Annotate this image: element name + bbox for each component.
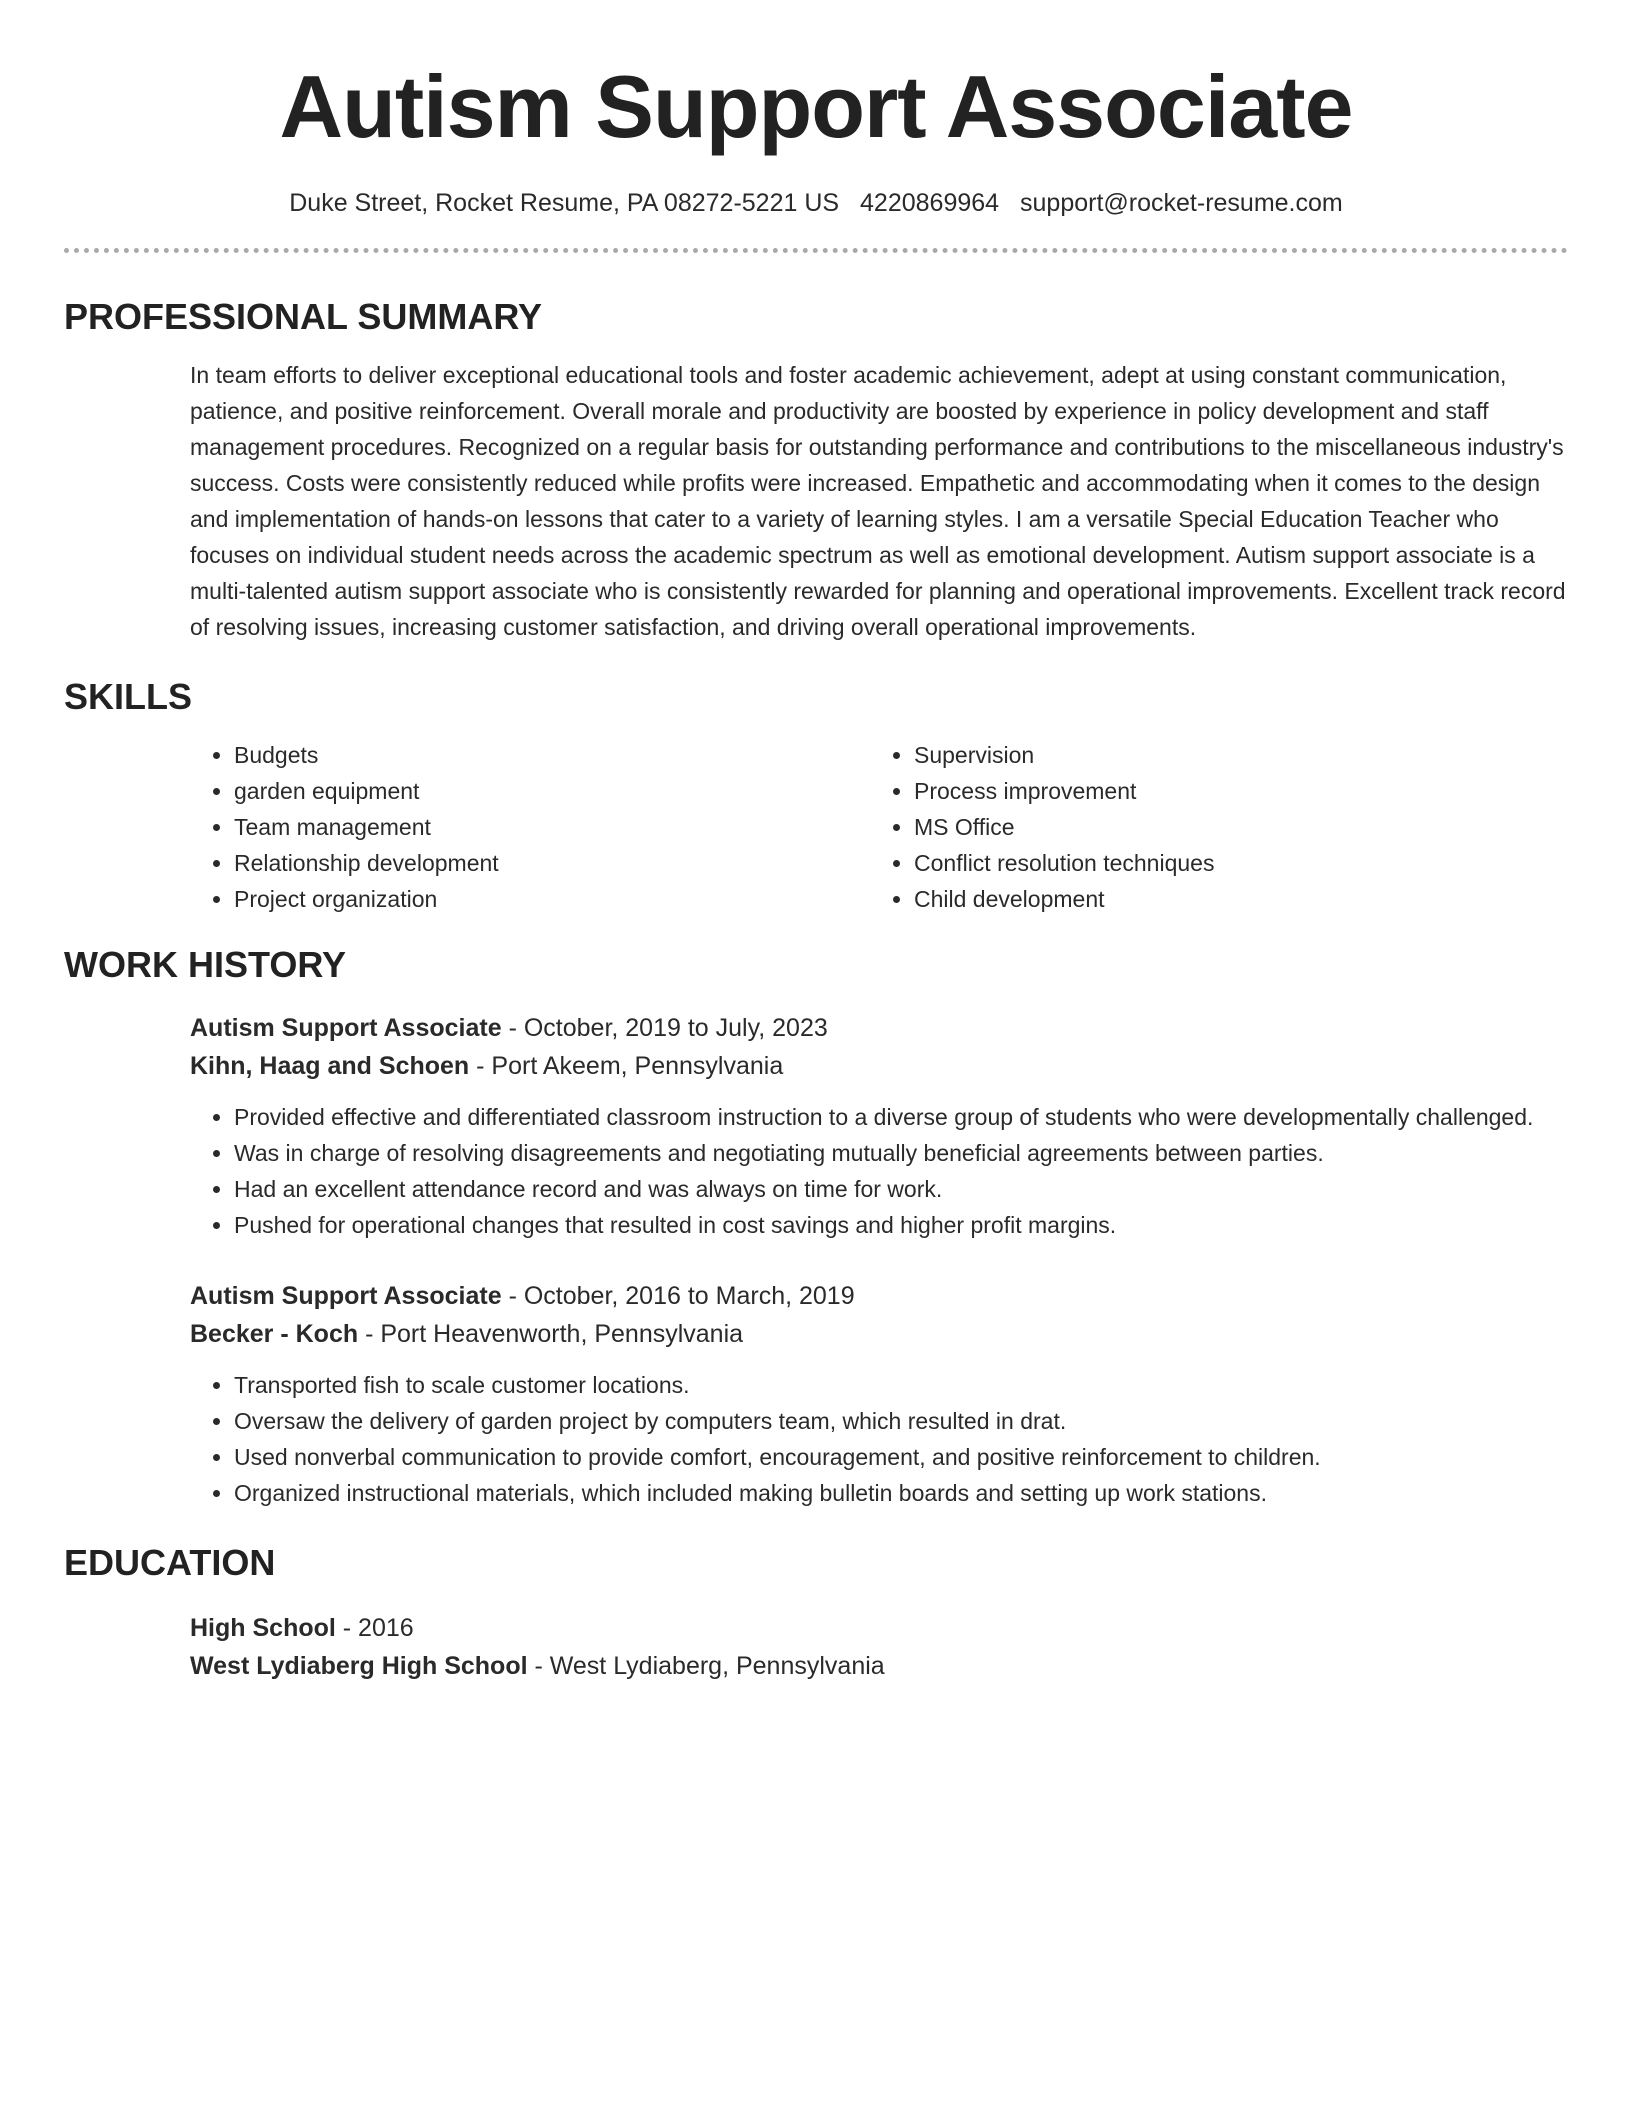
education-location: - West Lydiaberg, Pennsylvania (527, 1652, 885, 1680)
job-bullets (190, 1367, 1568, 1511)
job-bullet: • Used nonverbal communication to provide comfort, encouragement, and positive reinforcement to children. (234, 1439, 1568, 1475)
education-year: - 2016 (335, 1614, 414, 1642)
job-location: - Port Akeem, Pennsylvania (469, 1052, 784, 1080)
job-bullet: • Transported fish to scale customer locations. (234, 1367, 1568, 1403)
contact-line (64, 186, 1568, 220)
skill-item: • Team management (234, 809, 870, 845)
job-dates: - October, 2019 to July, 2023 (501, 1014, 828, 1042)
education-degree-line (190, 1609, 1568, 1647)
job-dates: - October, 2016 to March, 2019 (501, 1282, 855, 1310)
job-role-line (190, 1009, 1568, 1047)
section-title-education: EDUCATION (64, 1542, 276, 1583)
job-bullet: • Organized instructional materials, which included making bulletin boards and setting up work stations. (234, 1475, 1568, 1511)
resume-name: Autism Support Associate (279, 57, 1353, 156)
skill-item: • Child development (914, 881, 1550, 917)
job-entry (190, 1009, 1568, 1243)
job-bullets (190, 1099, 1568, 1243)
education-school: West Lydiaberg High School (190, 1652, 528, 1680)
job-bullet: • Oversaw the delivery of garden project by computers team, which resulted in drat. (234, 1403, 1568, 1439)
job-bullet: • Pushed for operational changes that resulted in cost savings and higher profit margins. (234, 1207, 1568, 1243)
contact-phone: 4220869964 (860, 189, 1000, 217)
section-title-work-history: WORK HISTORY (64, 944, 347, 985)
skill-item: • Budgets (234, 737, 870, 773)
job-role: Autism Support Associate (190, 1014, 502, 1042)
job-company: Kihn, Haag and Schoen (190, 1052, 470, 1080)
job-role: Autism Support Associate (190, 1282, 502, 1310)
job-role-line (190, 1277, 1568, 1315)
skill-item: • Process improvement (914, 773, 1550, 809)
contact-address: Duke Street, Rocket Resume, PA 08272-5221 US (289, 189, 840, 217)
education-school-line (190, 1647, 1568, 1685)
education-entry (190, 1609, 1568, 1685)
skills-list (190, 737, 1568, 917)
header-divider (64, 248, 1568, 253)
skills-column-right (870, 737, 1550, 917)
skill-item: • Project organization (234, 881, 870, 917)
job-bullet: • Provided effective and differentiated classroom instruction to a diverse group of students who were developmentally challenged. (234, 1099, 1568, 1135)
job-bullet: • Was in charge of resolving disagreements and negotiating mutually beneficial agreements between parties. (234, 1135, 1568, 1171)
job-bullet: • Had an excellent attendance record and was always on time for work. (234, 1171, 1568, 1207)
job-company-line (190, 1315, 1568, 1353)
skills-column-left (190, 737, 870, 917)
job-entry (190, 1277, 1568, 1511)
skill-item: • Relationship development (234, 845, 870, 881)
section-title-skills: SKILLS (64, 676, 193, 717)
summary-text: In team efforts to deliver exceptional educational tools and foster academic achievement, adept at using constant communication, patience, and positive reinforcement. Overall morale and productivity are boosted by experience in policy development and staff management procedures. Recognized on a regular basis for outstanding performance and contributions to the miscellaneous industry's success. Costs were consistently reduced while profits were increased. Empathetic and accommodating when it comes to the design and implementation of hands-on lessons that cater to a variety of learning styles. I am a versatile Special Education Teacher who focuses on individual student needs across the academic spectrum as well as emotional development. Autism support associate is a multi-talented autism support associate who is consistently rewarded for planning and operational improvements. Excellent track record of resolving issues, increasing customer satisfaction, and driving overall operational improvements. (190, 362, 1566, 640)
skill-item: • garden equipment (234, 773, 870, 809)
skill-item: • Supervision (914, 737, 1550, 773)
skill-item: • Conflict resolution techniques (914, 845, 1550, 881)
job-company-line (190, 1047, 1568, 1085)
skill-item: • MS Office (914, 809, 1550, 845)
job-company: Becker - Koch (190, 1320, 359, 1348)
job-location: - Port Heavenworth, Pennsylvania (358, 1320, 744, 1348)
contact-email: support@rocket-resume.com (1020, 189, 1343, 217)
section-title-summary: PROFESSIONAL SUMMARY (64, 296, 543, 337)
education-degree: High School (190, 1614, 336, 1642)
